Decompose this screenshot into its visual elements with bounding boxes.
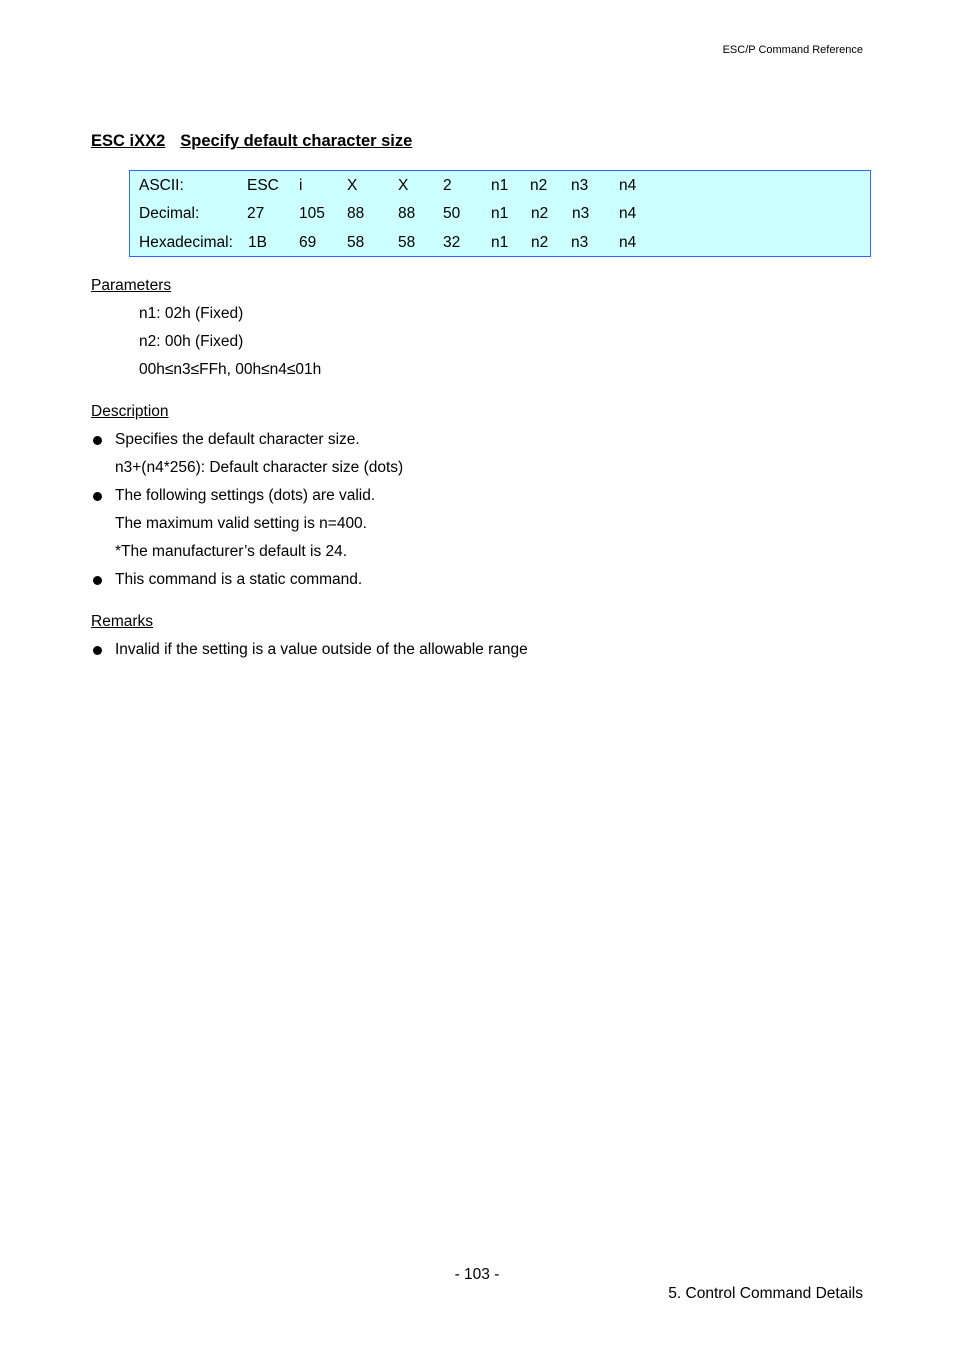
row-label: ASCII: — [139, 177, 184, 194]
cell: 88 — [398, 205, 416, 222]
parameter-line: 00h≤n3≤FFh, 00h≤n4≤01h — [139, 361, 322, 378]
parameter-line: n2: 00h (Fixed) — [139, 333, 244, 350]
cell: 105 — [299, 205, 325, 222]
row-label: Hexadecimal: — [139, 234, 233, 251]
cell: n2 — [531, 205, 549, 222]
parameters-heading: Parameters — [91, 277, 172, 294]
description-item: This command is a static command. — [115, 571, 363, 588]
cell: 32 — [443, 234, 461, 251]
command-row-hexadecimal — [130, 234, 870, 254]
cell: X — [398, 177, 409, 194]
cell: 88 — [347, 205, 365, 222]
cell: i — [299, 177, 303, 194]
cell: 50 — [443, 205, 461, 222]
cell: n1 — [491, 234, 509, 251]
command-code: ESC iXX2 — [91, 132, 166, 150]
description-subline: *The manufacturer’s default is 24. — [115, 543, 348, 560]
cell: n4 — [619, 205, 637, 222]
parameter-line: n1: 02h (Fixed) — [139, 305, 244, 322]
description-subline: The maximum valid setting is n=400. — [115, 515, 367, 532]
cell: n3 — [571, 234, 589, 251]
remark-item: Invalid if the setting is a value outside of the allowable range — [115, 641, 528, 658]
bullet-icon — [93, 576, 102, 585]
header-reference: ESC/P Command Reference — [722, 44, 863, 56]
cell: n1 — [491, 177, 509, 194]
bullet-icon — [93, 492, 102, 501]
page-title — [91, 132, 412, 151]
command-row-decimal — [130, 205, 870, 225]
cell: n4 — [619, 177, 637, 194]
chapter-title: 5. Control Command Details — [668, 1285, 863, 1302]
cell: 27 — [247, 205, 265, 222]
description-item: Specifies the default character size. — [115, 431, 360, 448]
cell: n3 — [572, 205, 590, 222]
cell: n2 — [530, 177, 548, 194]
description-item: The following settings (dots) are valid. — [115, 487, 376, 504]
page-number: - 103 - — [454, 1266, 500, 1283]
bullet-icon — [93, 436, 102, 445]
cell: 58 — [398, 234, 416, 251]
bullet-icon — [93, 646, 102, 655]
cell: 2 — [443, 177, 452, 194]
command-row-ascii — [130, 177, 870, 197]
cell: n2 — [531, 234, 549, 251]
command-table — [129, 170, 871, 257]
row-label: Decimal: — [139, 205, 200, 222]
description-subline: n3+(n4*256): Default character size (dots) — [115, 459, 404, 476]
cell: n3 — [571, 177, 589, 194]
cell: X — [347, 177, 358, 194]
command-name: Specify default character size — [180, 132, 413, 150]
remarks-heading: Remarks — [91, 613, 154, 630]
cell: 1B — [248, 234, 267, 251]
cell: n1 — [491, 205, 509, 222]
cell: 58 — [347, 234, 365, 251]
cell: n4 — [619, 234, 637, 251]
cell: ESC — [247, 177, 279, 194]
cell: 69 — [299, 234, 317, 251]
description-heading: Description — [91, 403, 169, 420]
